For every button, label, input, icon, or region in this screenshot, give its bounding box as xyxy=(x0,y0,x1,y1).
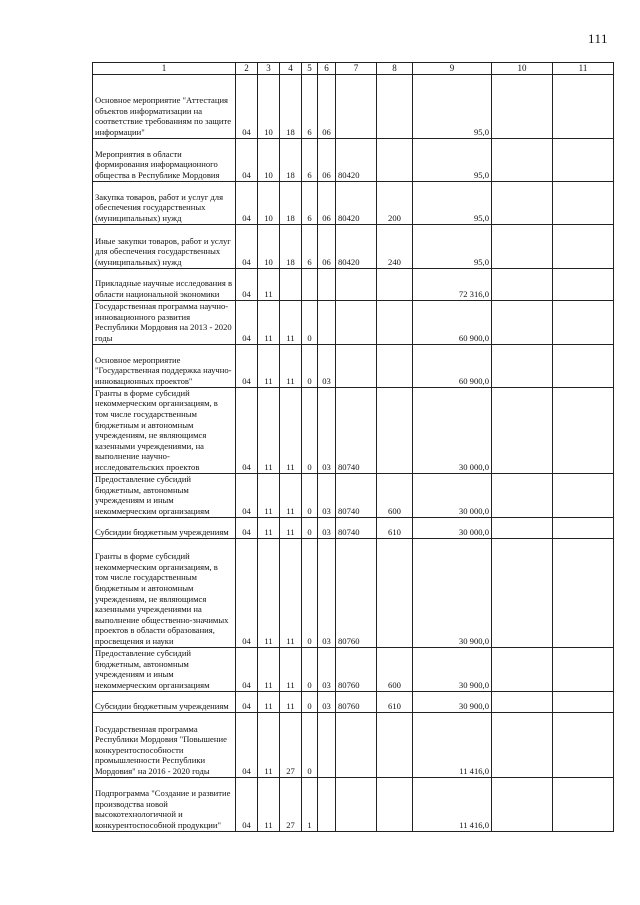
row-name: Иные закупки товаров, работ и услуг для обеспечения государственных (муниципальных) нужд xyxy=(93,224,236,268)
row-name: Мероприятия в области формирования информационного общества в Республике Мордовия xyxy=(93,138,236,181)
cell-col-2: 04 xyxy=(236,224,258,268)
cell-col-10 xyxy=(492,517,553,538)
cell-col-10 xyxy=(492,300,553,344)
cell-col-5: 0 xyxy=(302,712,318,777)
cell-col-10 xyxy=(492,268,553,300)
cell-col-8 xyxy=(377,387,413,473)
cell-col-11 xyxy=(553,387,614,473)
row-name: Предоставление субсидий бюджетным, автономным учреждениям и иным некоммерческим организациям xyxy=(93,473,236,517)
cell-col-9: 95,0 xyxy=(413,224,492,268)
cell-col-9: 95,0 xyxy=(413,181,492,224)
cell-col-5: 6 xyxy=(302,224,318,268)
table-row xyxy=(93,517,614,538)
cell-col-3: 11 xyxy=(258,344,280,387)
cell-col-10 xyxy=(492,691,553,712)
cell-col-8: 200 xyxy=(377,181,413,224)
cell-col-11 xyxy=(553,181,614,224)
cell-col-5: 0 xyxy=(302,387,318,473)
column-header-5: 5 xyxy=(302,63,318,75)
cell-col-6: 06 xyxy=(318,224,336,268)
cell-col-7: 80420 xyxy=(336,138,377,181)
cell-col-9: 30 900,0 xyxy=(413,691,492,712)
cell-col-3: 11 xyxy=(258,473,280,517)
cell-col-7: 80760 xyxy=(336,691,377,712)
cell-col-7: 80420 xyxy=(336,181,377,224)
column-header-8: 8 xyxy=(377,63,413,75)
column-header-3: 3 xyxy=(258,63,280,75)
cell-col-9: 95,0 xyxy=(413,74,492,138)
row-name: Прикладные научные исследования в области национальной экономики xyxy=(93,268,236,300)
cell-col-8: 240 xyxy=(377,224,413,268)
cell-col-11 xyxy=(553,647,614,691)
cell-col-7 xyxy=(336,344,377,387)
cell-col-2: 04 xyxy=(236,387,258,473)
cell-col-6: 03 xyxy=(318,473,336,517)
table-row xyxy=(93,344,614,387)
cell-col-4: 18 xyxy=(280,138,302,181)
cell-col-4: 11 xyxy=(280,691,302,712)
cell-col-8 xyxy=(377,777,413,831)
cell-col-10 xyxy=(492,473,553,517)
cell-col-11 xyxy=(553,74,614,138)
cell-col-3: 11 xyxy=(258,691,280,712)
budget-table xyxy=(92,62,614,832)
cell-col-5: 0 xyxy=(302,473,318,517)
column-header-11: 11 xyxy=(553,63,614,75)
cell-col-10 xyxy=(492,224,553,268)
cell-col-9: 30 900,0 xyxy=(413,647,492,691)
cell-col-11 xyxy=(553,473,614,517)
cell-col-6: 03 xyxy=(318,387,336,473)
cell-col-3: 10 xyxy=(258,138,280,181)
cell-col-9: 30 000,0 xyxy=(413,387,492,473)
cell-col-7: 80740 xyxy=(336,517,377,538)
cell-col-8: 610 xyxy=(377,517,413,538)
cell-col-5: 0 xyxy=(302,691,318,712)
table-row xyxy=(93,712,614,777)
cell-col-4: 11 xyxy=(280,517,302,538)
cell-col-3: 10 xyxy=(258,181,280,224)
cell-col-6 xyxy=(318,300,336,344)
cell-col-10 xyxy=(492,647,553,691)
cell-col-8 xyxy=(377,344,413,387)
cell-col-3: 10 xyxy=(258,224,280,268)
cell-col-8 xyxy=(377,138,413,181)
cell-col-8 xyxy=(377,538,413,647)
row-name: Государственная программа Республики Мордовия "Повышение конкурентоспособности промышленности Республики Мордовия" на 2016 - 2020 годы xyxy=(93,712,236,777)
cell-col-10 xyxy=(492,538,553,647)
table-row xyxy=(93,691,614,712)
cell-col-8: 610 xyxy=(377,691,413,712)
cell-col-5: 0 xyxy=(302,647,318,691)
cell-col-2: 04 xyxy=(236,517,258,538)
cell-col-8: 600 xyxy=(377,473,413,517)
cell-col-7 xyxy=(336,777,377,831)
cell-col-6: 06 xyxy=(318,181,336,224)
column-header-6: 6 xyxy=(318,63,336,75)
cell-col-9: 11 416,0 xyxy=(413,712,492,777)
cell-col-3: 11 xyxy=(258,712,280,777)
table-row xyxy=(93,473,614,517)
cell-col-11 xyxy=(553,538,614,647)
cell-col-2: 04 xyxy=(236,344,258,387)
table-row xyxy=(93,268,614,300)
cell-col-11 xyxy=(553,224,614,268)
cell-col-6: 06 xyxy=(318,74,336,138)
cell-col-4 xyxy=(280,268,302,300)
cell-col-5: 0 xyxy=(302,538,318,647)
cell-col-6: 03 xyxy=(318,344,336,387)
cell-col-5: 0 xyxy=(302,344,318,387)
cell-col-5: 6 xyxy=(302,181,318,224)
cell-col-11 xyxy=(553,344,614,387)
row-name: Гранты в форме субсидий некоммерческим организациям, в том числе государственным бюджетным и автономным учреждениям, не являющимся казенными учреждениями на выполнение общественно-значимых проектов в области образования, просвещения и науки xyxy=(93,538,236,647)
cell-col-2: 04 xyxy=(236,538,258,647)
table-row xyxy=(93,181,614,224)
column-header-4: 4 xyxy=(280,63,302,75)
cell-col-7: 80760 xyxy=(336,647,377,691)
cell-col-2: 04 xyxy=(236,691,258,712)
cell-col-6: 03 xyxy=(318,647,336,691)
column-header-9: 9 xyxy=(413,63,492,75)
cell-col-9: 30 000,0 xyxy=(413,473,492,517)
cell-col-2: 04 xyxy=(236,268,258,300)
cell-col-3: 11 xyxy=(258,387,280,473)
row-name: Государственная программа научно-инновационного развития Республики Мордовия на 2013 - 2020 годы xyxy=(93,300,236,344)
table-row xyxy=(93,138,614,181)
cell-col-6: 03 xyxy=(318,538,336,647)
cell-col-2: 04 xyxy=(236,473,258,517)
cell-col-3: 11 xyxy=(258,517,280,538)
cell-col-2: 04 xyxy=(236,138,258,181)
cell-col-6 xyxy=(318,777,336,831)
cell-col-9: 95,0 xyxy=(413,138,492,181)
cell-col-4: 11 xyxy=(280,647,302,691)
cell-col-4: 27 xyxy=(280,712,302,777)
cell-col-11 xyxy=(553,777,614,831)
cell-col-8 xyxy=(377,74,413,138)
cell-col-11 xyxy=(553,268,614,300)
cell-col-5: 0 xyxy=(302,300,318,344)
table-row xyxy=(93,647,614,691)
column-header-10: 10 xyxy=(492,63,553,75)
cell-col-7 xyxy=(336,712,377,777)
column-header-1: 1 xyxy=(93,63,236,75)
row-name: Субсидии бюджетным учреждениям xyxy=(93,517,236,538)
cell-col-7: 80740 xyxy=(336,387,377,473)
cell-col-2: 04 xyxy=(236,777,258,831)
cell-col-2: 04 xyxy=(236,647,258,691)
cell-col-3: 10 xyxy=(258,74,280,138)
cell-col-3: 11 xyxy=(258,300,280,344)
cell-col-9: 30 000,0 xyxy=(413,517,492,538)
cell-col-8: 600 xyxy=(377,647,413,691)
cell-col-2: 04 xyxy=(236,181,258,224)
row-name: Основное мероприятие "Государственная поддержка научно-инновационных проектов" xyxy=(93,344,236,387)
cell-col-9: 11 416,0 xyxy=(413,777,492,831)
cell-col-7 xyxy=(336,74,377,138)
cell-col-10 xyxy=(492,181,553,224)
table-row xyxy=(93,224,614,268)
cell-col-7: 80740 xyxy=(336,473,377,517)
cell-col-6: 06 xyxy=(318,138,336,181)
cell-col-5: 1 xyxy=(302,777,318,831)
cell-col-4: 11 xyxy=(280,344,302,387)
cell-col-4: 27 xyxy=(280,777,302,831)
cell-col-11 xyxy=(553,712,614,777)
cell-col-4: 18 xyxy=(280,181,302,224)
cell-col-4: 11 xyxy=(280,387,302,473)
page-number: 111 xyxy=(588,31,609,46)
table-row xyxy=(93,300,614,344)
table-row xyxy=(93,74,614,138)
cell-col-11 xyxy=(553,691,614,712)
cell-col-3: 11 xyxy=(258,268,280,300)
cell-col-10 xyxy=(492,344,553,387)
row-name: Подпрограмма "Создание и развитие производства новой высокотехнологичной и конкурентоспособной продукции" xyxy=(93,777,236,831)
cell-col-7 xyxy=(336,268,377,300)
row-name: Закупка товаров, работ и услуг для обеспечения государственных (муниципальных) нужд xyxy=(93,181,236,224)
cell-col-5: 6 xyxy=(302,138,318,181)
cell-col-10 xyxy=(492,74,553,138)
cell-col-8 xyxy=(377,712,413,777)
row-name: Гранты в форме субсидий некоммерческим организациям, в том числе государственным бюджетным и автономным учреждениям, не являющимся казенными учреждениями, на выполнение научно-исследовательских проектов xyxy=(93,387,236,473)
column-header-7: 7 xyxy=(336,63,377,75)
cell-col-7: 80420 xyxy=(336,224,377,268)
cell-col-8 xyxy=(377,300,413,344)
cell-col-3: 11 xyxy=(258,538,280,647)
row-name: Субсидии бюджетным учреждениям xyxy=(93,691,236,712)
column-header-2: 2 xyxy=(236,63,258,75)
table-row xyxy=(93,387,614,473)
cell-col-10 xyxy=(492,387,553,473)
cell-col-10 xyxy=(492,138,553,181)
cell-col-3: 11 xyxy=(258,647,280,691)
cell-col-6 xyxy=(318,268,336,300)
cell-col-3: 11 xyxy=(258,777,280,831)
cell-col-7: 80760 xyxy=(336,538,377,647)
cell-col-11 xyxy=(553,300,614,344)
row-name: Предоставление субсидий бюджетным, автономным учреждениям и иным некоммерческим организациям xyxy=(93,647,236,691)
cell-col-4: 11 xyxy=(280,538,302,647)
cell-col-2: 04 xyxy=(236,74,258,138)
cell-col-2: 04 xyxy=(236,300,258,344)
cell-col-5: 0 xyxy=(302,517,318,538)
header-row xyxy=(93,63,614,75)
cell-col-6: 03 xyxy=(318,691,336,712)
cell-col-9: 60 900,0 xyxy=(413,344,492,387)
cell-col-9: 72 316,0 xyxy=(413,268,492,300)
cell-col-6 xyxy=(318,712,336,777)
table-row xyxy=(93,777,614,831)
cell-col-9: 30 900,0 xyxy=(413,538,492,647)
cell-col-9: 60 900,0 xyxy=(413,300,492,344)
cell-col-6: 03 xyxy=(318,517,336,538)
cell-col-4: 11 xyxy=(280,473,302,517)
cell-col-8 xyxy=(377,268,413,300)
cell-col-4: 11 xyxy=(280,300,302,344)
cell-col-7 xyxy=(336,300,377,344)
cell-col-11 xyxy=(553,138,614,181)
table-row xyxy=(93,538,614,647)
cell-col-2: 04 xyxy=(236,712,258,777)
cell-col-10 xyxy=(492,712,553,777)
cell-col-5: 6 xyxy=(302,74,318,138)
cell-col-11 xyxy=(553,517,614,538)
cell-col-5 xyxy=(302,268,318,300)
cell-col-10 xyxy=(492,777,553,831)
row-name: Основное мероприятие "Аттестация объектов информатизации на соответствие требованиям по защите информации" xyxy=(93,74,236,138)
cell-col-4: 18 xyxy=(280,224,302,268)
cell-col-4: 18 xyxy=(280,74,302,138)
